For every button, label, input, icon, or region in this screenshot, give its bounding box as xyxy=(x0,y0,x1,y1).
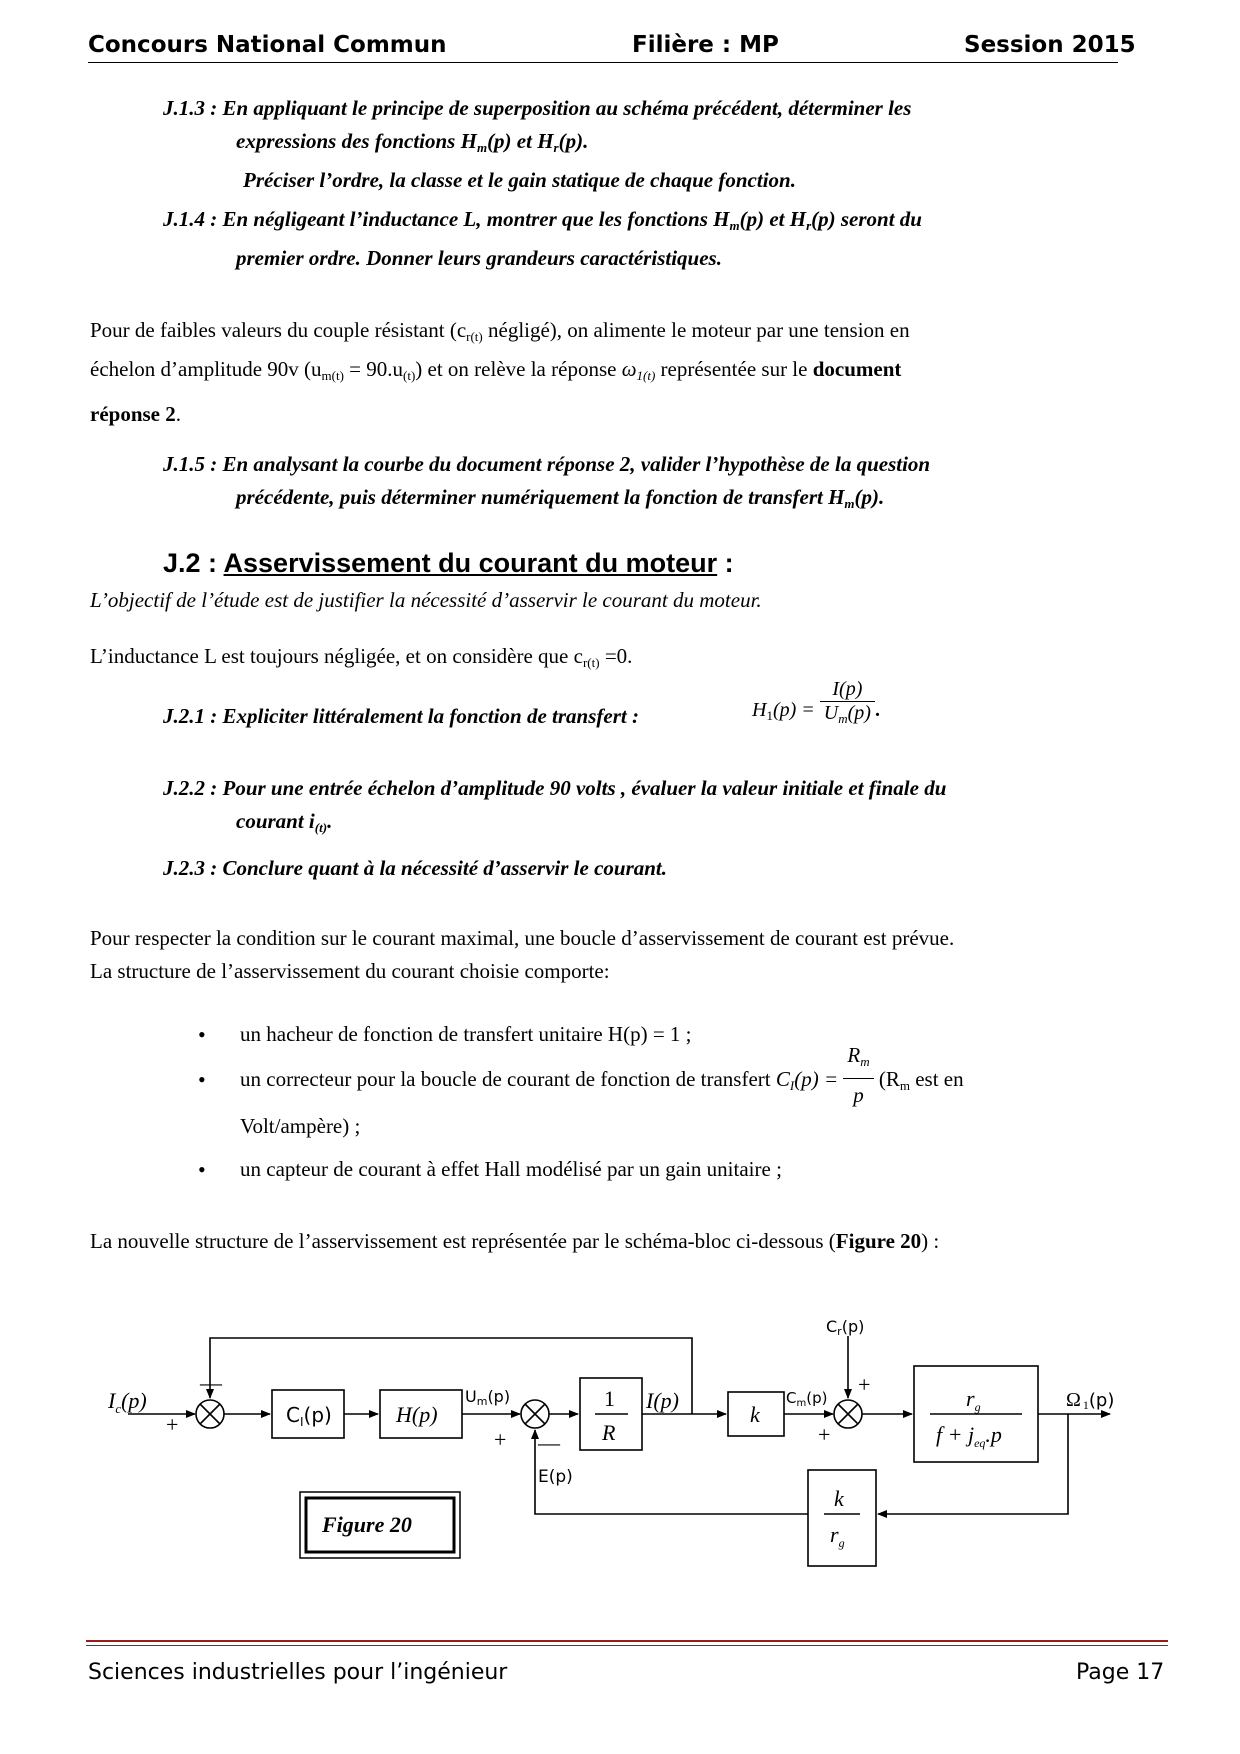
bullet-hacheur: • un hacheur de fonction de transfert unitaire H(p) = 1 ; xyxy=(198,1018,1138,1051)
input-label: $I_c(p)$ xyxy=(108,1388,147,1416)
paragraph-4: La nouvelle structure de l’asservissement est représentée par le schéma-bloc ci-dessous (Figure 20) : xyxy=(90,1229,940,1253)
j14-line2: premier ordre. Donner leurs grandeurs caractéristiques. xyxy=(236,246,722,270)
para1-line1: Pour de faibles valeurs du couple résistant ($c_{r(t)}$ négligé), on alimente le moteur par une tension en xyxy=(90,318,910,344)
feedback-block xyxy=(808,1470,876,1566)
j15-line2: précédente, puis déterminer numériquement la fonction de transfert $H_m(p)$. xyxy=(236,485,885,511)
k-label: k xyxy=(750,1402,760,1427)
header-right: Session 2015 xyxy=(964,32,1136,58)
mech-num: $r_g$ xyxy=(966,1386,981,1414)
block-diagram xyxy=(100,1290,1150,1610)
bullet-correcteur-cont: Volt/ampère) ; xyxy=(240,1114,361,1138)
header-center: Filière : MP xyxy=(632,32,779,58)
cr-label: Cr(p) xyxy=(826,1317,865,1338)
j15-line1: J.1.5 : En analysant la courbe du document réponse 2, valider l’hypothèse de la question xyxy=(163,452,931,476)
fb-num: k xyxy=(834,1486,844,1511)
paragraph-3 xyxy=(90,922,954,988)
question-j23: J.2.3 : Conclure quant à la nécessité d’asservir le courant. xyxy=(163,856,668,880)
plus-1: + xyxy=(166,1412,179,1437)
h-label: H(p) xyxy=(396,1402,438,1427)
output-label: Ω 1(p) xyxy=(1066,1389,1115,1412)
footer-page: Page 17 xyxy=(1076,1660,1165,1685)
para1-line2: échelon d’amplitude 90v $(u_{m(t)} = 90.u_{(t)})$ et on relève la réponse $\omega_{1(t)}$ représentée sur le document xyxy=(90,357,902,383)
bullet-list xyxy=(198,1018,1138,1186)
para3-line2: La structure de l’asservissement du courant choisie comporte: xyxy=(90,959,610,983)
plus-3a: + xyxy=(858,1372,871,1397)
minus-2: — xyxy=(538,1430,560,1455)
paragraph-2: L’inductance L est toujours négligée, et on considère que $c_{r(t)} =0$. xyxy=(90,644,633,670)
j22-line1: J.2.2 : Pour une entrée échelon d’amplitude 90 volts , évaluer la valeur initiale et finale du xyxy=(163,776,947,800)
j21-formula: $H_1(p)$ = $\frac{I(p)}{U_m(p)}$ . xyxy=(752,678,880,726)
fb-den: $r_g$ xyxy=(830,1522,845,1550)
para3-line1: Pour respecter la condition sur le courant maximal, une boucle d’asservissement de courant est prévue. xyxy=(90,926,955,950)
question-j14 xyxy=(163,203,922,275)
j22-line2: courant $i_{(t)}$. xyxy=(236,809,333,835)
para1-line3: réponse 2. xyxy=(90,402,181,426)
bullet-correcteur: • un correcteur pour la boucle de courant de fonction de transfert $C_I(p)$ = $\frac{R_m}{p}$ ($R_m$ est en Volt/ampère) ; xyxy=(198,1063,1138,1143)
mech-den: $f + j_{eq}.p$ xyxy=(936,1422,1002,1450)
objective-text: L’objectif de l’étude est de justifier la nécessité d’asservir le courant du moteur. xyxy=(90,588,762,612)
inv-r-den: R xyxy=(602,1420,616,1445)
footer-rule-1 xyxy=(86,1640,1168,1642)
minus-1: — xyxy=(200,1370,222,1395)
ep-label: E(p) xyxy=(538,1467,573,1487)
j13-line2: expressions des fonctions $H_m(p)$ et $H_r(p)$. xyxy=(236,129,589,155)
question-j21: J.2.1 : Expliciter littéralement la fonction de transfert : xyxy=(163,704,639,728)
ci-label: $C_I(p)$ xyxy=(286,1403,332,1429)
bullet-capteur: • un capteur de courant à effet Hall modélisé par un gain unitaire ; xyxy=(198,1153,1138,1186)
j14-line1: J.1.4 : En négligeant l’inductance L, montrer que les fonctions $H_m(p)$ et $H_r(p)$ seront du xyxy=(163,207,922,233)
header-rule xyxy=(88,62,1118,63)
paragraph-1 xyxy=(90,314,1130,431)
footer-left: Sciences industrielles pour l’ingénieur xyxy=(88,1660,508,1685)
plus-3b: + xyxy=(818,1422,831,1447)
inv-r-num: 1 xyxy=(604,1386,615,1411)
question-j13 xyxy=(163,92,911,197)
header-left: Concours National Commun xyxy=(88,32,447,58)
footer-rule-2 xyxy=(86,1645,1168,1646)
um-label: Um(p) xyxy=(465,1387,511,1408)
current-label: I(p) xyxy=(646,1388,679,1413)
cm-label: $C_m(p)$ xyxy=(786,1389,828,1409)
j13-line3: Préciser l’ordre, la classe et le gain statique de chaque fonction. xyxy=(243,168,796,192)
j13-line1: J.1.3 : En appliquant le principe de superposition au schéma précédent, déterminer les xyxy=(163,96,912,120)
section-title: J.2 : Asservissement du courant du moteur : xyxy=(163,548,734,578)
question-j15 xyxy=(163,448,930,520)
plus-2: + xyxy=(494,1427,507,1452)
question-j22 xyxy=(163,772,946,844)
figure-caption: Figure 20 xyxy=(322,1512,412,1537)
